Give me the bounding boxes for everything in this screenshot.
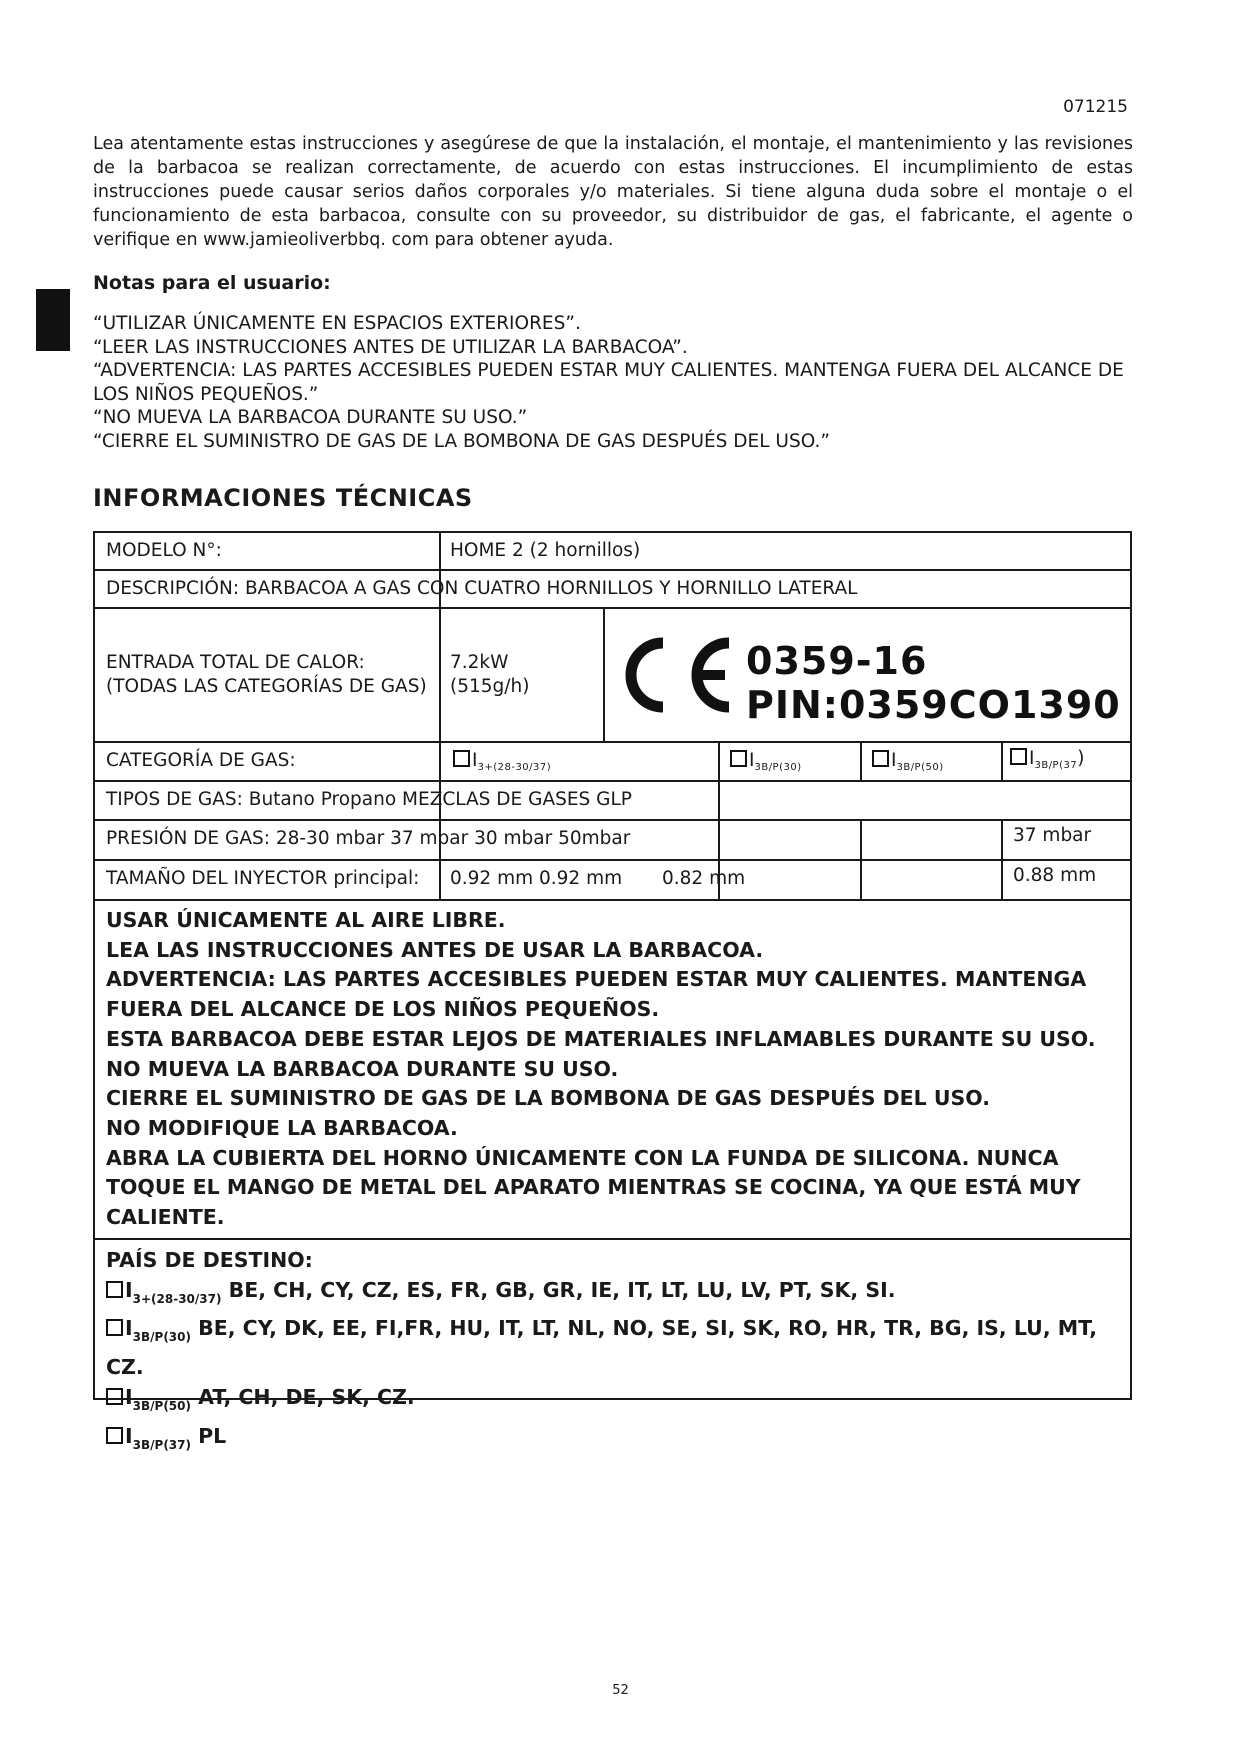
heat-input-label-gas: (TODAS LAS CATEGORÍAS DE GAS) [106,676,427,697]
technical-spec-table [93,531,1132,1452]
warning-line: ADVERTENCIA: LAS PARTES ACCESIBLES PUEDEN ESTAR MUY CALIENTES. MANTENGA FUERA DEL ALCANCE DE LOS NIÑOS PEQUEÑOS. [106,967,1087,1022]
checkbox-icon [730,750,747,767]
gas-category-cell: $I_{3B/P(37}$) [1010,748,1084,777]
gas-types: TIPOS DE GAS: Butano Propano MEZCLAS DE GASES GLP [106,789,632,810]
injector-values: 0.92 mm 0.92 mm [450,868,623,889]
ce-pin: PIN:0359CO1390 [746,683,1121,727]
note-line: “ADVERTENCIA: LAS PARTES ACCESIBLES PUEDEN ESTAR MUY CALIENTES. MANTENGA FUERA DEL ALCANCE DE [93,360,1124,381]
destination-row: $I_{3B/P(30)}$ BE, CY, DK, EE, FI,FR, HU, IT, LT, NL, NO, SE, SI, SK, RO, HR, TR, BG, IS, LU, MT, CZ. [106,1316,1097,1380]
user-notes [93,312,1124,453]
checkbox-icon [106,1281,123,1298]
table-rule [93,741,1132,743]
model-label: MODELO N°: [106,540,222,561]
note-line: “CIERRE EL SUMINISTRO DE GAS DE LA BOMBONA DE GAS DESPUÉS DEL USO.” [93,430,830,452]
note-line: “UTILIZAR ÚNICAMENTE EN ESPACIOS EXTERIORES”. [93,313,581,334]
injector-label: TAMAÑO DEL INYECTOR principal: [106,868,420,889]
gas-category-label: CATEGORÍA DE GAS: [106,750,296,771]
warning-line: ABRA LA CUBIERTA DEL HORNO ÚNICAMENTE CON LA FUNDA DE SILICONA. NUNCA TOQUE EL MANGO DE METAL DEL APARATO MIENTRAS SE COCINA, YA QUE ESTÁ MUY CALIENTE. [106,1145,1081,1230]
table-rule [93,780,1132,782]
table-rule [860,741,862,780]
ce-certificate-number [746,639,1121,727]
table-rule [93,607,1132,609]
injector-value-082: 0.82 mm [662,868,746,889]
warning-line: CIERRE EL SUMINISTRO DE GAS DE LA BOMBONA DE GAS DESPUÉS DEL USO. [106,1086,991,1111]
page-number: 52 [612,1683,629,1698]
note-line: “LEER LAS INSTRUCCIONES ANTES DE UTILIZAR LA BARBACOA”. [93,336,688,358]
model-value: HOME 2 (2 hornillos) [450,540,641,561]
table-rule [1001,741,1003,780]
destination-title: PAÍS DE DESTINO: [106,1248,313,1272]
destination-row: $I_{3B/P(50)}$ AT, CH, DE, SK, CZ. [106,1383,1132,1422]
warning-line: LEA LAS INSTRUCCIONES ANTES DE USAR LA BARBACOA. [106,937,764,962]
checkbox-icon [106,1388,123,1405]
heat-input-gh: (515g/h) [450,676,530,697]
section-tab-marker [36,289,70,351]
table-rule [93,569,1132,571]
note-line: “NO MUEVA LA BARBACOA DURANTE SU USO.” [93,407,528,428]
destination-row: $I_{3B/P(37)}$ PL [106,1422,1132,1461]
table-rule [1001,819,1003,899]
checkbox-icon [872,750,889,767]
injector-value-088: 0.88 mm [1013,865,1097,886]
gas-pressure-37: 37 mbar [1013,825,1092,846]
note-line: LOS NIÑOS PEQUEÑOS.” [93,383,319,405]
table-rule [603,607,605,741]
table-rule [93,1238,1132,1240]
warning-line: ESTA BARBACOA DEBE ESTAR LEJOS DE MATERIALES INFLAMABLES DURANTE SU USO. NO MUEVA LA BARBACOA DURANTE SU USO. [106,1026,1096,1081]
checkbox-icon [106,1319,123,1336]
technical-info-title: INFORMACIONES TÉCNICAS [93,484,473,512]
table-rule [860,819,862,899]
table-rule [93,899,1132,901]
gas-pressure: PRESIÓN DE GAS: 28-30 mbar 37 mbar 30 mbar 50mbar [106,828,631,849]
table-rule [93,819,1132,821]
heat-input-kw: 7.2kW [450,652,509,673]
gas-category-cell: $I_{3B/P(50)}$ [872,750,944,779]
ce-number: 0359-16 [746,639,928,683]
table-rule [93,531,95,1400]
table-rule [93,859,1132,861]
heat-input-label: ENTRADA TOTAL DE CALOR: [106,652,365,673]
checkbox-icon [1010,748,1027,765]
warning-line: USAR ÚNICAMENTE AL AIRE LIBRE. [106,908,506,932]
intro-paragraph: Lea atentamente estas instrucciones y asegúrese de que la instalación, el montaje, el mantenimiento y las revisiones de la barbacoa se realizan correctamente, de acuerdo con estas instrucciones. El incumplimiento de estas instrucciones puede causar serios daños corporales y/o materiales. Si tiene alguna duda sobre el montaje o el funcionamiento de esta barbacoa, consulte con su proveedor, su distribuidor de gas, el fabricante, el agente o verifique en www.jamieoliverbbq. com para obtener ayuda. [93,134,1133,250]
table-rule [93,531,1132,533]
destination-countries [106,1246,1132,1460]
checkbox-icon [453,750,470,767]
ce-mark-icon [611,635,741,715]
checkbox-icon [106,1427,123,1444]
gas-category-cell: $I_{3+(28-30/37)}$ [453,750,551,779]
destination-row: $I_{3+(28-30/37)}$ BE, CH, CY, CZ, ES, FR, GB, GR, IE, IT, LT, LU, LV, PT, SK, SI. [106,1276,1132,1315]
description: DESCRIPCIÓN: BARBACOA A GAS CON CUATRO HORNILLOS Y HORNILLO LATERAL [106,578,858,599]
gas-category-cell: $I_{3B/P(30)}$ [730,750,802,779]
warning-line: NO MODIFIQUE LA BARBACOA. [106,1115,458,1140]
notes-title: Notas para el usuario: [93,272,331,294]
document-code: 071215 [1063,97,1128,117]
safety-warnings [106,906,1121,1233]
